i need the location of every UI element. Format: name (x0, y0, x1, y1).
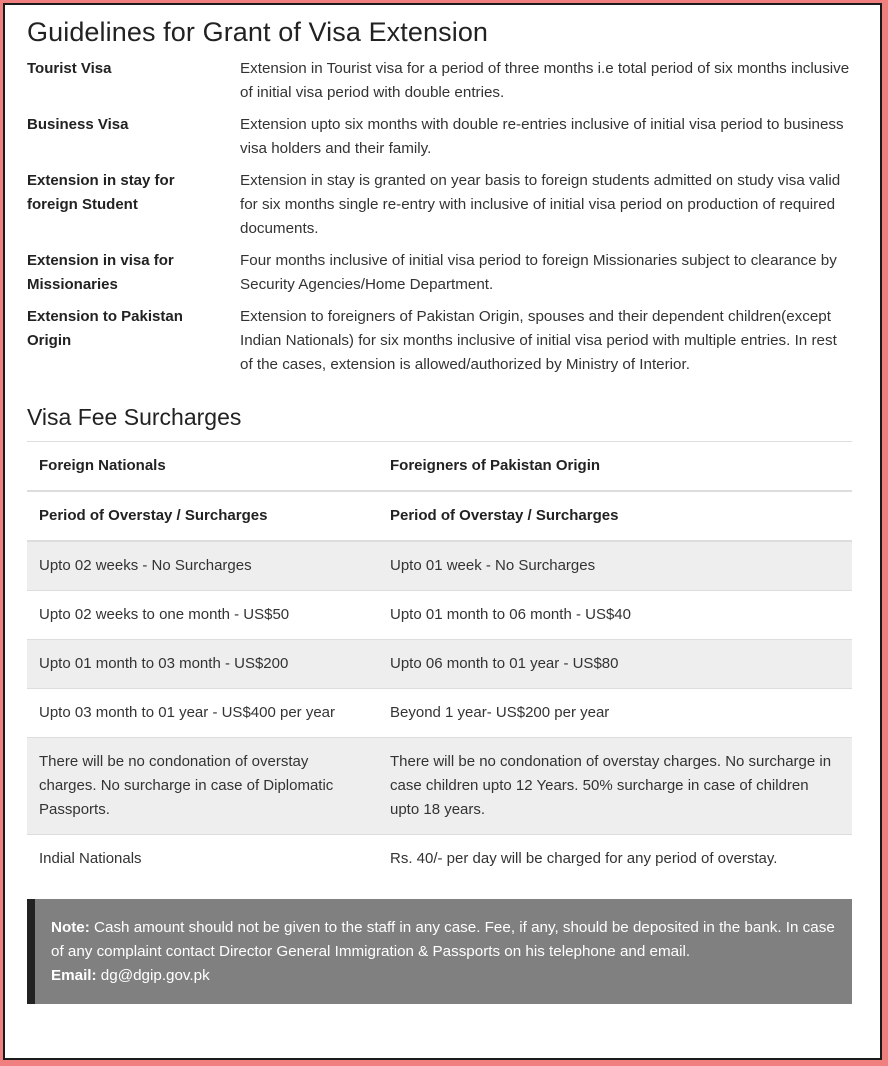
guideline-item (27, 57, 852, 105)
column-subheader: Period of Overstay / Surcharges (378, 491, 852, 541)
page-frame (3, 3, 882, 1060)
guidelines-list (27, 57, 852, 377)
guideline-item (27, 305, 852, 377)
table-cell: Indial Nationals (27, 835, 378, 892)
note-label: Note: (51, 919, 90, 936)
section-title-surcharges: Visa Fee Surcharges (27, 404, 242, 430)
guideline-description: Extension in Tourist visa for a period of three months i.e total period of six months inclusive of initial visa period with double entries. (240, 60, 850, 101)
table-cell: Upto 03 month to 01 year - US$400 per year (27, 689, 378, 738)
guideline-description: Extension upto six months with double re-entries inclusive of initial visa period to business visa holders and their family. (240, 116, 844, 157)
column-subheader: Period of Overstay / Surcharges (27, 491, 378, 541)
table-cell: Upto 01 month to 06 month - US$40 (378, 591, 852, 640)
table-cell: There will be no condonation of overstay charges. No surcharge in case of Diplomatic Passports. (27, 738, 378, 835)
guideline-description: Four months inclusive of initial visa period to foreign Missionaries subject to clearance by Security Agencies/Home Department. (240, 252, 837, 293)
table-header-row (27, 442, 852, 492)
note-callout (27, 899, 852, 1004)
table-cell: Upto 01 month to 03 month - US$200 (27, 640, 378, 689)
table-row (27, 689, 852, 738)
main-content (27, 5, 852, 1004)
table-cell: There will be no condonation of overstay charges. No surcharge in case children upto 12 Years. 50% surcharge in case of children upto 18 years. (378, 738, 852, 835)
guideline-term: Extension to Pakistan Origin (27, 308, 183, 349)
table-cell: Upto 02 weeks to one month - US$50 (27, 591, 378, 640)
table-cell: Rs. 40/- per day will be charged for any period of overstay. (378, 835, 852, 892)
table-row (27, 591, 852, 640)
surcharges-table (27, 441, 852, 891)
table-row (27, 738, 852, 835)
guideline-description: Extension to foreigners of Pakistan Origin, spouses and their dependent children(except Indian Nationals) for six months inclusive of initial visa period with multiple entries. In rest of the cases, extension is allowed/authorized by Ministry of Interior. (240, 308, 837, 373)
column-header: Foreigners of Pakistan Origin (378, 442, 852, 492)
email-label: Email: (51, 967, 97, 984)
guideline-term: Business Visa (27, 116, 129, 133)
guideline-item (27, 249, 852, 297)
column-header: Foreign Nationals (27, 442, 378, 492)
email-link[interactable]: dg@dgip.gov.pk (96, 967, 210, 984)
guideline-item (27, 113, 852, 161)
guideline-term: Extension in visa for Missionaries (27, 252, 174, 293)
guideline-description: Extension in stay is granted on year basis to foreign students admitted on study visa valid for six months single re-entry with inclusive of initial visa period on production of required documents. (240, 172, 841, 237)
table-subheader-row (27, 491, 852, 541)
table-row (27, 640, 852, 689)
guideline-item (27, 169, 852, 241)
note-text: Cash amount should not be given to the staff in any case. Fee, if any, should be deposited in the bank. In case of any complaint contact Director General Immigration & Passports on his telephone and email. (51, 919, 835, 960)
table-cell: Upto 02 weeks - No Surcharges (27, 541, 378, 591)
table-cell: Upto 06 month to 01 year - US$80 (378, 640, 852, 689)
table-row (27, 541, 852, 591)
guideline-term: Extension in stay for foreign Student (27, 172, 175, 213)
note-paragraph (51, 916, 836, 964)
table-row (27, 835, 852, 892)
table-cell: Beyond 1 year- US$200 per year (378, 689, 852, 738)
table-cell: Upto 01 week - No Surcharges (378, 541, 852, 591)
email-line (51, 964, 836, 988)
page-title: Guidelines for Grant of Visa Extension (27, 17, 489, 47)
guideline-term: Tourist Visa (27, 60, 112, 77)
